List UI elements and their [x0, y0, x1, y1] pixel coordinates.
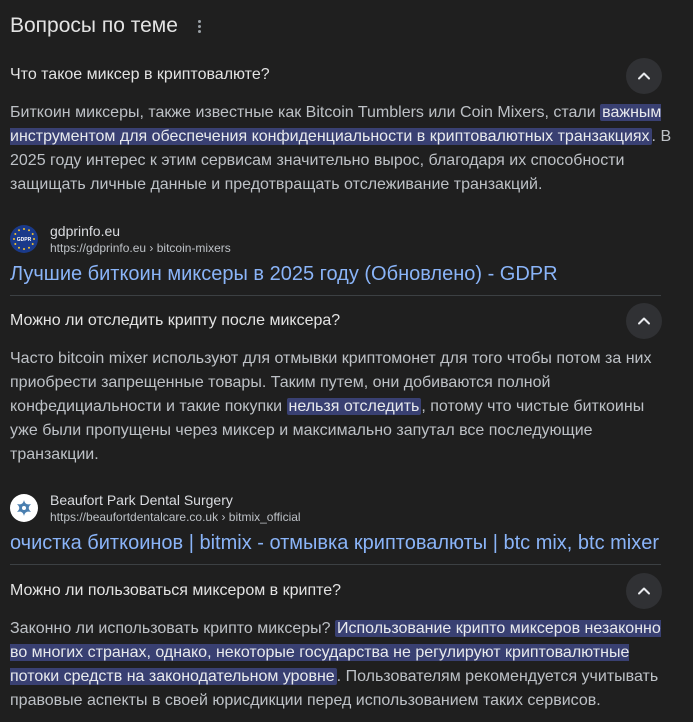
- source-text: [50, 222, 231, 256]
- divider: [10, 295, 661, 296]
- source-text: [50, 491, 301, 525]
- dental-favicon-icon: [10, 494, 38, 522]
- answer-highlight: Использование крипто миксеров незаконно во многих странах, однако, некоторые государства не регулируют криптовалютные потоки средств на законодательном уровне: [10, 620, 661, 685]
- chevron-up-icon[interactable]: [626, 58, 662, 94]
- more-vert-icon[interactable]: [192, 14, 208, 38]
- chevron-up-icon[interactable]: [626, 303, 662, 339]
- divider: [10, 564, 661, 565]
- source-2[interactable]: [10, 491, 301, 525]
- section-title: Вопросы по теме: [10, 14, 178, 37]
- gdpr-favicon-icon: [10, 225, 38, 253]
- answer-text: Законно ли использовать крипто миксеры?: [10, 620, 335, 637]
- answer-text: . Пользователям рекомендуется учитывать правовые аспекты в своей юрисдикции перед использованием таких сервисов.: [10, 668, 659, 709]
- answer-1: [10, 101, 672, 197]
- section-header: [10, 14, 208, 38]
- answer-highlight: нельзя отследить: [288, 398, 420, 415]
- result-link-1[interactable]: Лучшие биткоин миксеры в 2025 году (Обновлено) - GDPR: [10, 263, 558, 285]
- source-site-name: Beaufort Park Dental Surgery: [50, 492, 233, 508]
- answer-text: Биткоин миксеры, также известные как Bitcoin Tumblers или Coin Mixers, стали: [10, 104, 601, 121]
- answer-highlight: важным инструментом для обеспечения конфиденциальности в криптовалютных транзакциях: [10, 104, 662, 145]
- question-1-text[interactable]: Что такое миксер в криптовалюте?: [10, 66, 270, 83]
- chevron-up-icon[interactable]: [626, 573, 662, 609]
- question-3-text[interactable]: Можно ли пользоваться миксером в крипте?: [10, 582, 342, 599]
- answer-text: Часто bitcoin mixer используют для отмывки криптомонет для того чтобы потом за них приобрести запрещенные товары. Таким путем, они добиваются полной конфедициальности и такие покупки: [10, 350, 652, 415]
- result-link-2[interactable]: очистка биткоинов | bitmix - отмывка криптовалюты | btc mix, btc mixer: [10, 532, 660, 554]
- source-site-url: https://beaufortdentalcare.co.uk › bitmix_official: [50, 510, 301, 524]
- source-site-name: gdprinfo.eu: [50, 223, 121, 239]
- answer-text: , потому что чистые биткоины уже были пропущены через миксер и максимально запутал все последующие транзакции.: [10, 398, 645, 463]
- svg-text:GDPR: GDPR: [16, 237, 32, 243]
- answer-text: . В 2025 году интерес к этим сервисам значительно вырос, благодаря их способности защищать личные данные и предотвращать отслеживание транзакций.: [10, 128, 672, 193]
- question-2-text[interactable]: Можно ли отследить крипту после миксера?: [10, 312, 341, 329]
- answer-2: [10, 347, 672, 467]
- answer-3: [10, 617, 672, 713]
- source-1[interactable]: [10, 222, 231, 256]
- source-site-url: https://gdprinfo.eu › bitcoin-mixers: [50, 241, 231, 255]
